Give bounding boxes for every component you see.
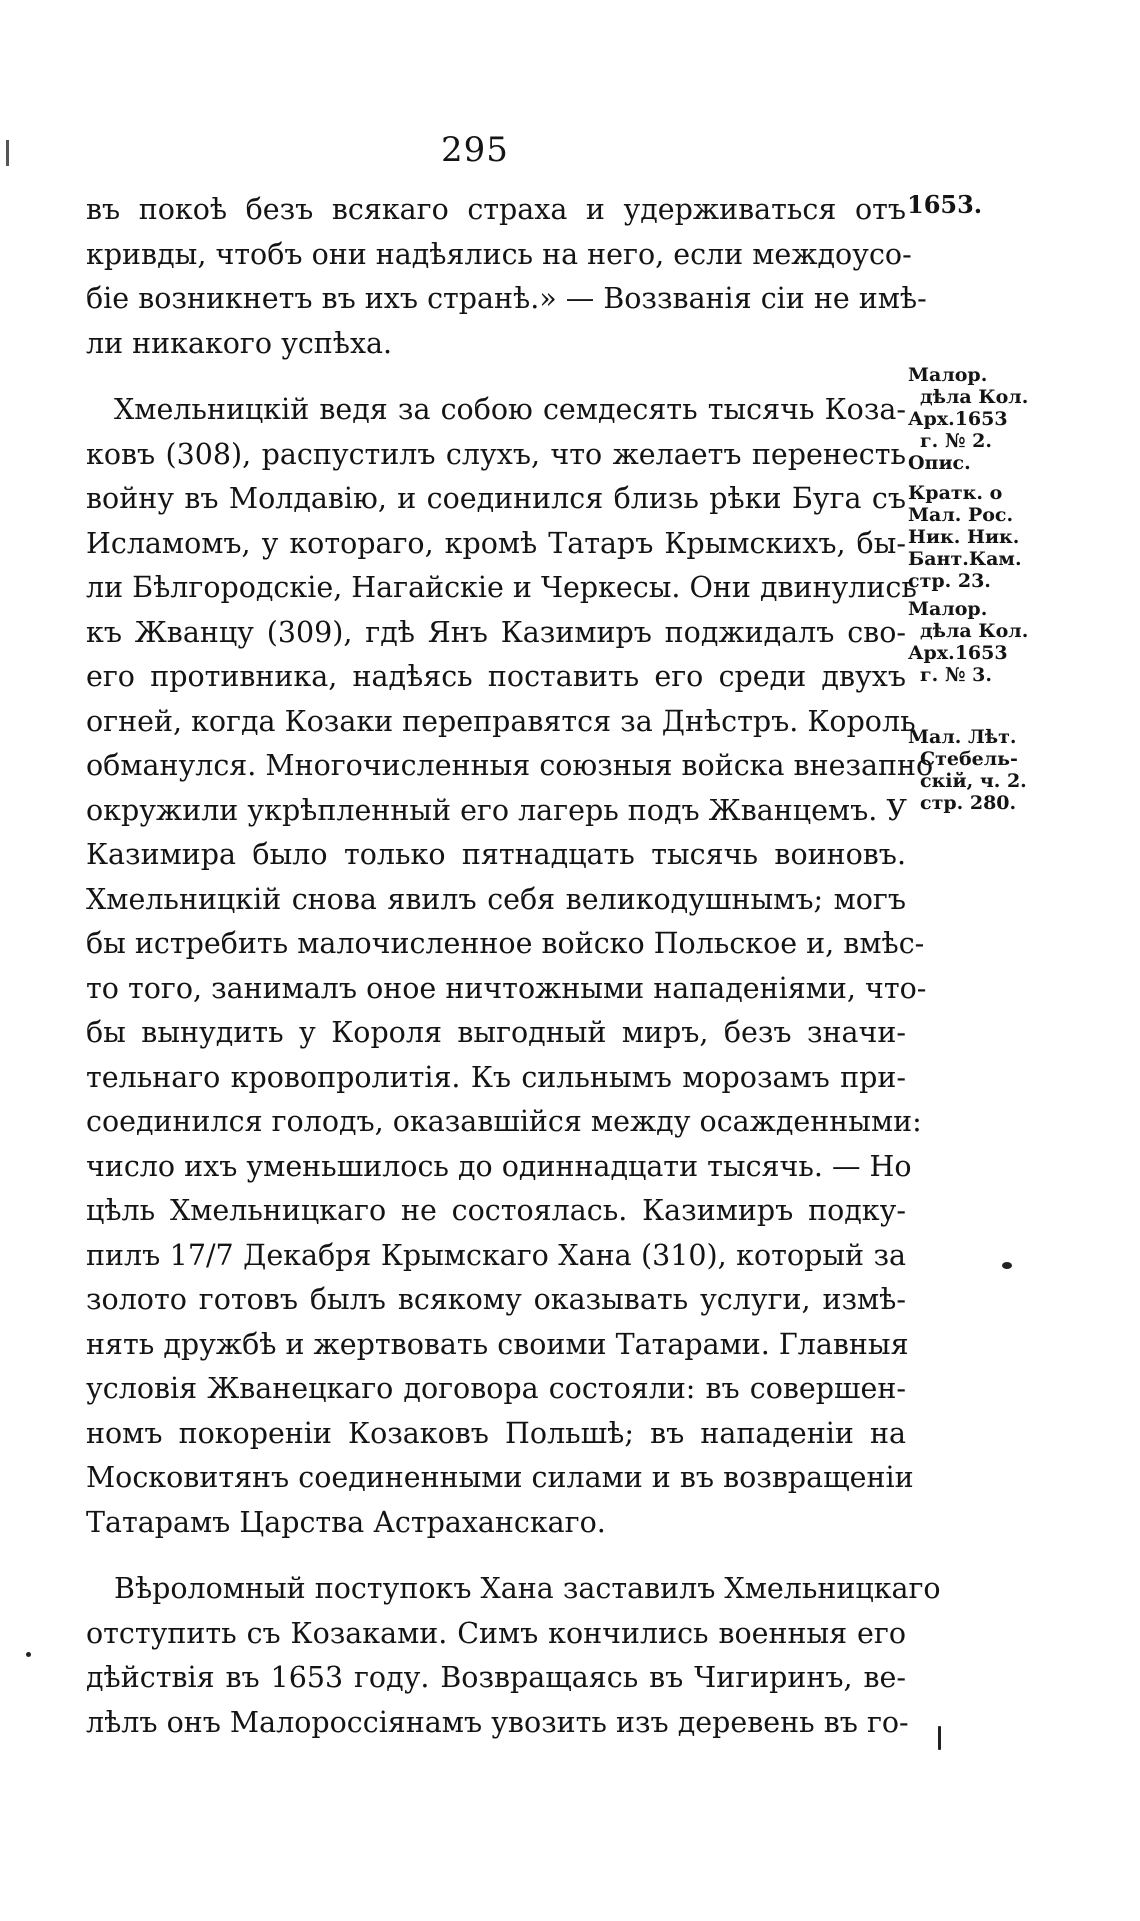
margin-note: Малор. — [908, 364, 988, 386]
paragraph — [86, 188, 927, 366]
margin-note: Арх.1653 — [908, 408, 1008, 430]
text-line: его противника, надѣясь поставить его среди двухъ — [86, 660, 906, 693]
text-line: то того, занималъ оное ничтожными нападеніями, что- — [86, 971, 927, 1005]
margin-note: г. № 2. — [920, 430, 992, 452]
text-line: Хмельницкій ведя за собою семдесять тысячь Коза- — [114, 393, 906, 426]
margin-note: Мал. Лѣт. — [908, 726, 1017, 748]
text-line: бы вынудить у Короля выгодный миръ, безъ значи- — [86, 1016, 906, 1049]
text-line: число ихъ уменьшилось до одиннадцати тысячь. — Но — [86, 1149, 912, 1183]
margin-note: дѣла Кол. — [920, 386, 1029, 408]
text-line: цѣль Хмельницкаго не состоялась. Казимиръ подку- — [86, 1194, 906, 1227]
text-line: тельнаго кровопролитія. Къ сильнымъ морозамъ при- — [86, 1060, 906, 1094]
margin-note: Опис. — [908, 452, 971, 474]
text-line: номъ покореніи Козаковъ Польшѣ; въ нападеніи на — [86, 1416, 906, 1450]
ink-speck — [26, 1652, 31, 1657]
text-line: біе возникнетъ въ ихъ странѣ.» — Воззванія сіи не имѣ- — [86, 282, 927, 315]
margin-note: Ник. Ник. — [908, 526, 1020, 548]
text-line: соединился голодъ, оказавшійся между осажденными: — [86, 1105, 922, 1138]
margin-year: 1653. — [907, 190, 983, 219]
text-line: огней, когда Козаки переправятся за Днѣстръ. Король — [86, 704, 916, 738]
scan-mark — [6, 140, 9, 166]
text-line: пилъ 17/7 Декабря Крымскаго Хана (310), который за — [86, 1238, 906, 1272]
margin-note: г. № 3. — [920, 664, 992, 686]
text-line: условія Жванецкаго договора состояли: въ совершен- — [86, 1372, 906, 1405]
text-line: войну въ Молдавію, и соединился близь рѣки Буга съ — [86, 482, 906, 515]
margin-note: Арх.1653 — [908, 642, 1008, 664]
text-line: кривды, чтобъ они надѣялись на него, если междоусо- — [86, 237, 912, 271]
text-line: бы истребить малочисленное войско Польское и, вмѣс- — [86, 927, 925, 960]
margin-note: Мал. Рос. — [908, 504, 1014, 526]
margin-note: дѣла Кол. — [920, 620, 1029, 642]
text-line: золото готовъ былъ всякому оказывать услуги, измѣ- — [86, 1283, 906, 1316]
paragraph-gap — [86, 366, 906, 388]
text-line: Казимира было только пятнадцать тысячь воиновъ. — [86, 838, 906, 871]
text-line: Исламомъ, у котораго, кромѣ Татаръ Крымскихъ, бы- — [86, 526, 906, 560]
margin-note: Кратк. о — [908, 482, 1003, 504]
text-line: Татарамъ Царства Астраханскаго. — [86, 1505, 606, 1539]
text-line: ли Бѣлгородскіе, Нагайскіе и Черкесы. Они двинулись — [86, 571, 917, 604]
margin-note: стр. 280. — [920, 792, 1017, 814]
text-line: ли никакого успѣха. — [86, 326, 393, 360]
paragraph-gap — [86, 1545, 906, 1567]
text-line: обманулся. Многочисленныя союзныя войска внезапно — [86, 749, 934, 782]
margin-note: стр. 23. — [908, 570, 991, 592]
margin-note: скій, ч. 2. — [920, 770, 1027, 792]
margin-note: Малор. — [908, 598, 988, 620]
text-line: нять дружбѣ и жертвовать своими Татарами. Главныя — [86, 1327, 909, 1361]
text-line: въ покоѣ безъ всякаго страха и удерживаться отъ — [86, 193, 906, 226]
paragraph — [86, 1567, 941, 1745]
text-line: лѣлъ онъ Малороссіянамъ увозить изъ деревень въ го- — [86, 1705, 909, 1739]
text-line: окружили укрѣпленный его лагерь подъ Жванцемъ. У — [86, 793, 907, 827]
text-line: дѣйствія въ 1653 году. Возвращаясь въ Чигиринъ, ве- — [86, 1661, 906, 1694]
margin-note: Стебель- — [920, 748, 1018, 770]
ink-speck — [1002, 1262, 1012, 1269]
text-line: ковъ (308), распустилъ слухъ, что желаетъ перенесть — [86, 437, 906, 471]
text-line: Хмельницкій снова явилъ себя великодушнымъ; могъ — [86, 882, 906, 916]
margin-notes — [908, 364, 1038, 814]
text-line: Вѣроломный поступокъ Хана заставилъ Хмельницкаго — [114, 1572, 941, 1605]
text-line: отступить съ Козаками. Симъ кончились военныя его — [86, 1616, 906, 1650]
page-number: 295 — [441, 130, 509, 170]
paragraph — [86, 388, 934, 1545]
margin-note: Бант.Кам. — [908, 548, 1022, 570]
ink-speck — [938, 1726, 941, 1750]
text-line: къ Жванцу (309), гдѣ Янъ Казимиръ поджидалъ сво- — [86, 615, 906, 649]
text-line: Московитянъ соединенными силами и въ возвращеніи — [86, 1461, 914, 1494]
